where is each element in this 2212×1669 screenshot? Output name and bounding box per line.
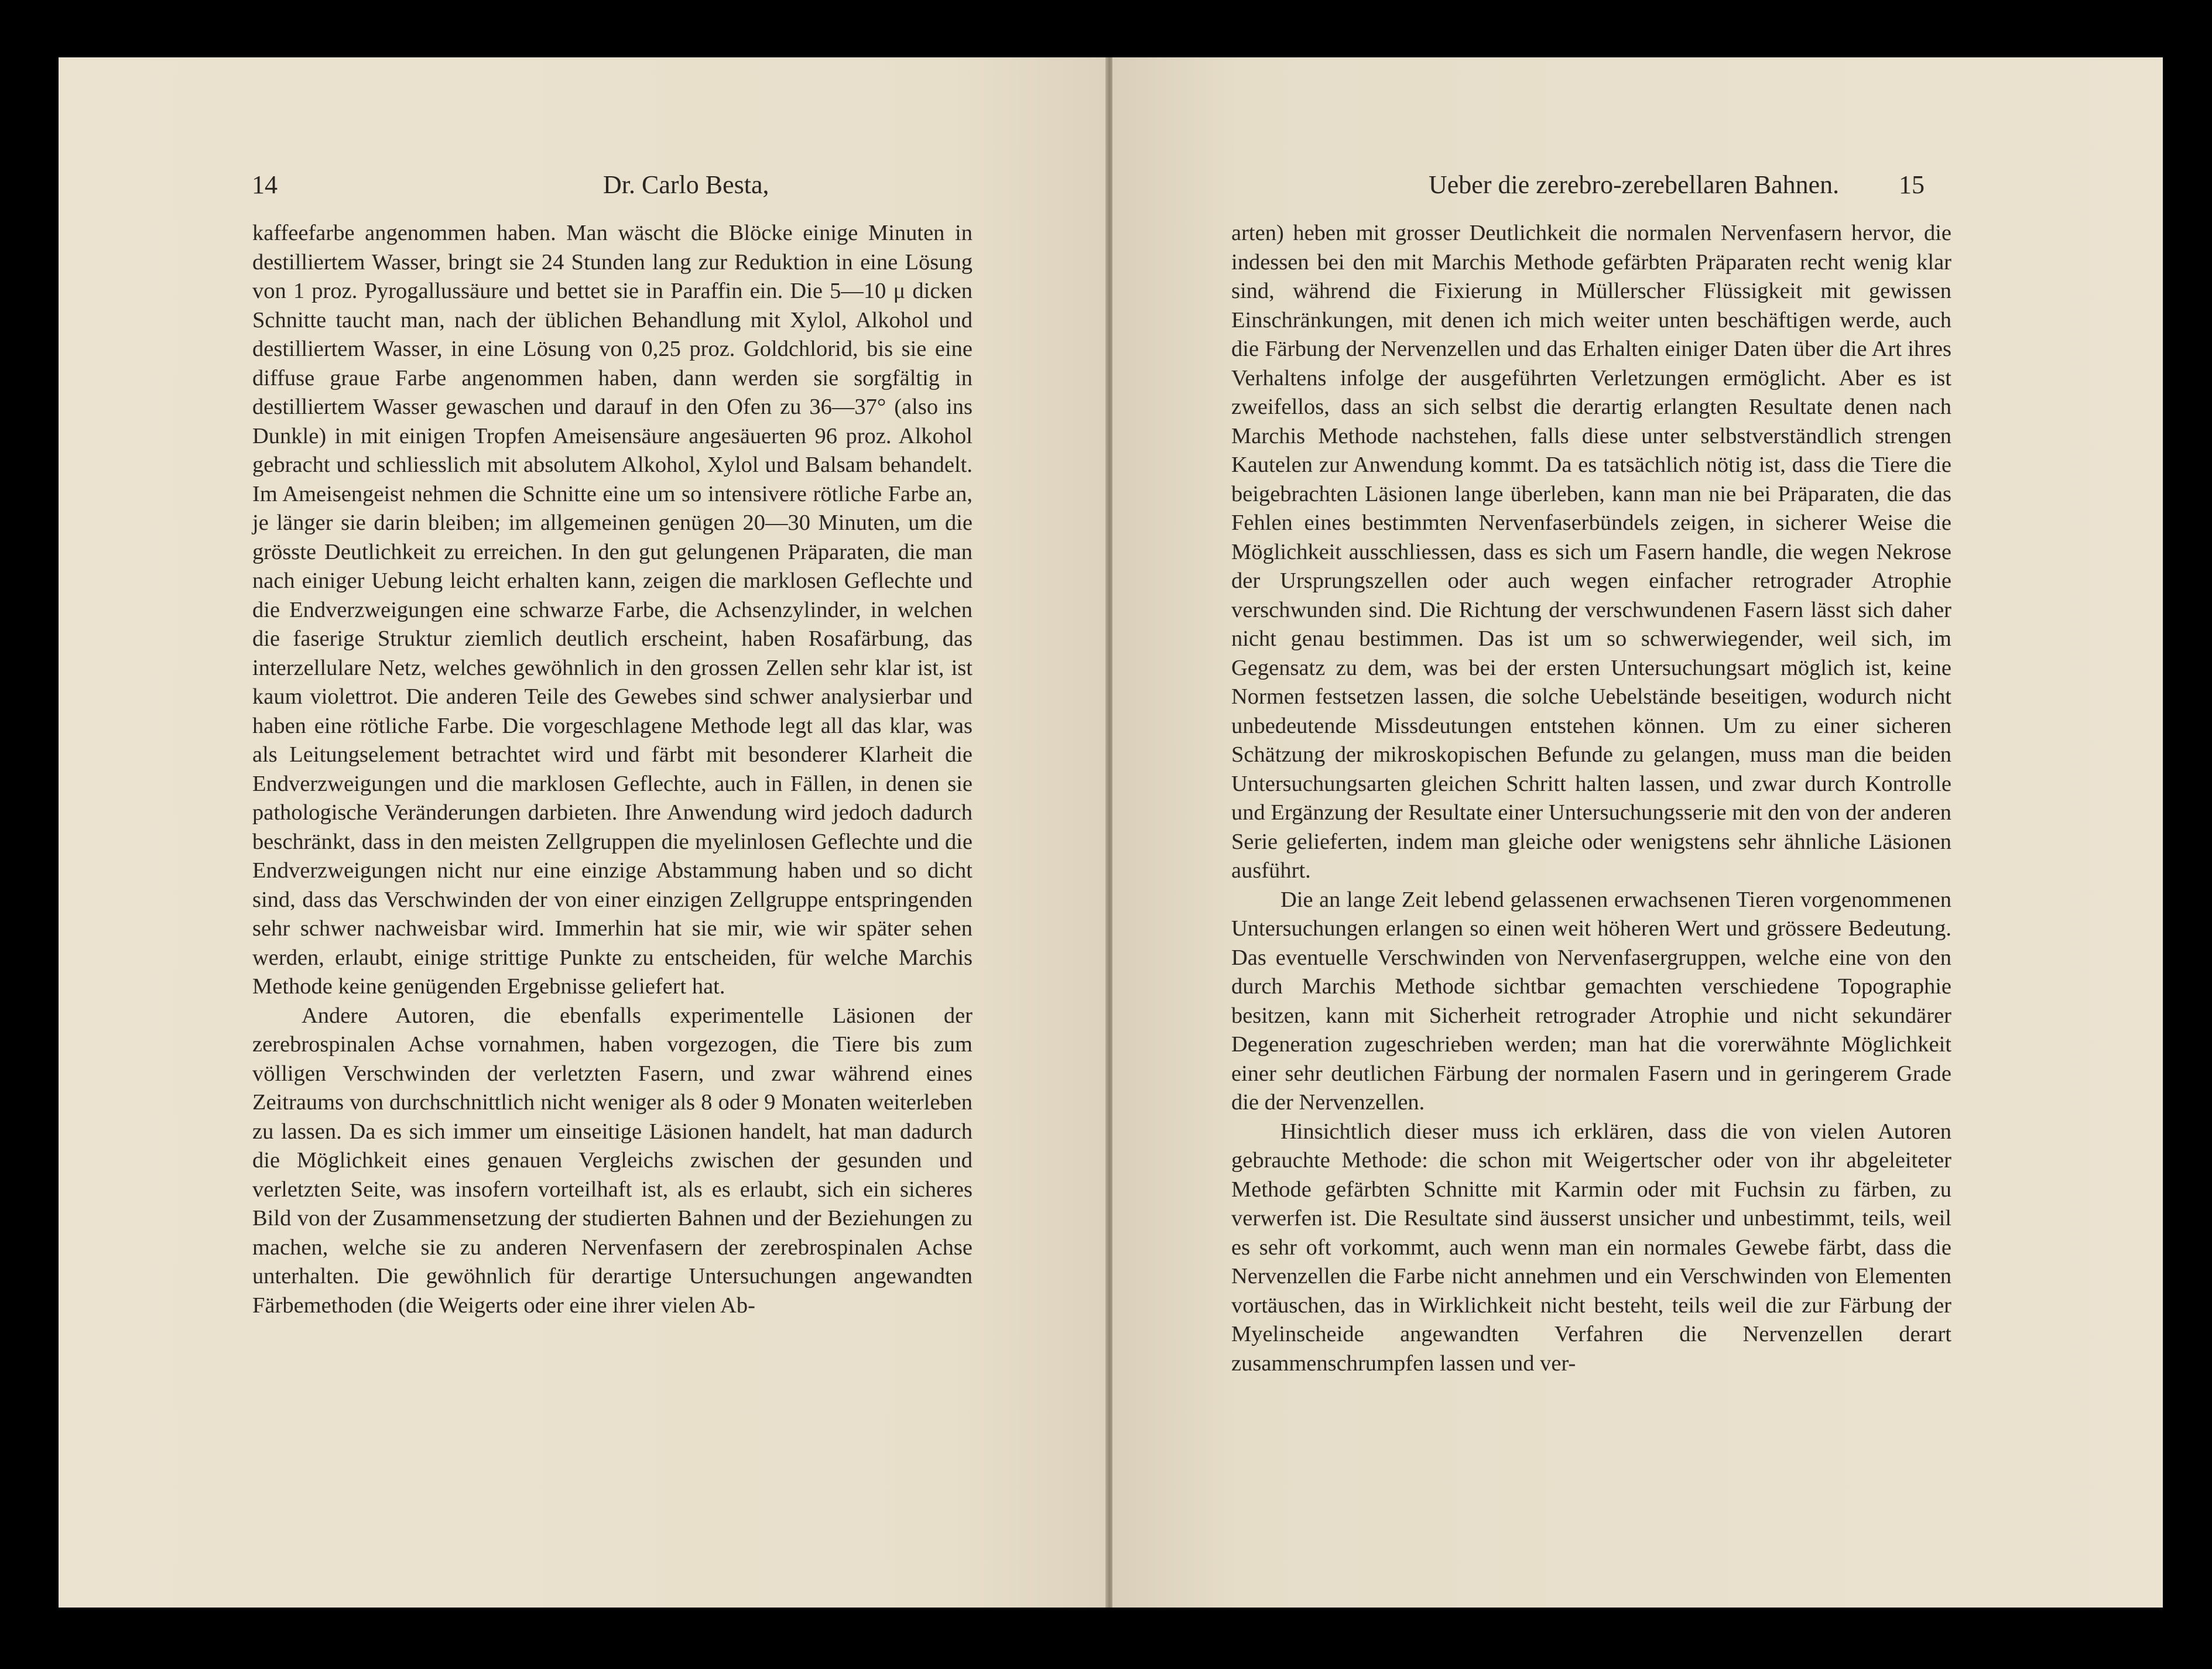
paragraph: Hinsichtlich dieser muss ich erklären, dass die von vielen Autoren gebrauchte Methode: die schon mit Weigertscher oder von ihr abgeleiteter Methode gefärbten Schnitte mit Karmin oder mit Fuchsin zu färben, zu verwerfen ist. Die Resultate sind äusserst unsicher und unbestimmt, teils, weil es sehr oft vorkommt, auch wenn man ein normales Gewebe färbt, dass die Nervenzellen die Farbe nicht annehmen und ein Verschwinden von Elementen vortäuschen, das in Wirklichkeit nicht besteht, teils weil die zur Färbung der Myelinscheide angewandten Verfahren die Nervenzellen derart zusammenschrumpfen lassen und ver- <box>1231 1119 1951 1376</box>
paragraph: arten) heben mit grosser Deutlichkeit die normalen Nervenfasern hervor, die indessen bei den mit Marchis Methode gefärbten Präparaten recht wenig klar sind, während die Fixierung in Müllerscher Flüssigkeit mit gewissen Einschränkungen, mit denen ich mich weiter unten beschäftigen werde, auch die Färbung der Nervenzellen und das Erhalten einiger Daten über die Art ihres Verhaltens infolge der ausgeführten Verletzungen ermöglicht. Aber es ist zweifellos, dass an sich selbst die derartig erlangten Resultate denen nach Marchis Methode nachstehen, falls diese unter selbstverständlich strengen Kautelen zur Anwendung kommt. Da es tatsächlich nötig ist, dass die Tiere die beigebrachten Läsionen lange überleben, kann man nie bei Präparaten, die das Fehlen eines bestimmten Nervenfaserbündels zeigen, in sicherer Weise die Möglichkeit ausschliessen, dass es sich um Fasern handle, die wegen Nekrose der Ursprungszellen oder auch wegen einfacher retrograder Atrophie verschwunden sind. Die Richtung der verschwundenen Fasern lässt sich daher nicht genau bestimmen. Das ist um so schwerwiegender, weil sich, im Gegensatz zu dem, was bei der ersten Untersuchungsart möglich ist, keine Normen festsetzen lassen, die solche Uebelstände beseitigen, wodurch nicht unbedeutende Missdeutungen entstehen können. Um zu einer sicheren Schätzung der mikroskopischen Befunde zu gelangen, muss man die beiden Untersuchungsarten gleichen Schritt halten lassen, und zwar durch Kontrolle und Ergänzung der Resultate einer Untersuchungsserie mit den von der anderen Serie gelieferten, indem man gleiche oder wenigstens sehr ähnliche Läsionen ausführt. <box>1231 221 1951 883</box>
left-page <box>59 57 1107 1608</box>
running-head-right: Ueber die zerebro-zerebellaren Bahnen. <box>1429 170 1840 199</box>
running-head-left: Dr. Carlo Besta, <box>603 170 769 199</box>
right-page <box>1112 57 2163 1608</box>
body-text-right <box>1231 219 1951 1378</box>
paragraph: Die an lange Zeit lebend gelassenen erwachsenen Tieren vorgenommenen Untersuchungen erlangen so einen weit höheren Wert und grössere Bedeutung. Das eventuelle Verschwinden von Nervenfasergruppen, welche eine von den durch Marchis Methode sichtbar gemachten verschiedene Topographie besitzen, kann mit Sicherheit retrograder Atrophie und nicht sekundärer Degeneration zugeschrieben werden; man hat die vorerwähnte Möglichkeit einer sehr deutlichen Färbung der normalen Fasern und in geringerem Grade die der Nervenzellen. <box>1231 887 1951 1115</box>
page-number-right: 15 <box>1899 170 1925 199</box>
body-text-left <box>252 219 973 1320</box>
paragraph: Andere Autoren, die ebenfalls experimentelle Läsionen der zerebrospinalen Achse vornahmen, haben vorgezogen, die Tiere bis zum völligen Verschwinden der verletzten Fasern, und zwar während eines Zeitraums von durchschnittlich nicht weniger als 8 oder 9 Monaten weiterleben zu lassen. Da es sich immer um einseitige Läsionen handelt, hat man dadurch die Möglichkeit eines genauen Vergleichs zwischen der gesunden und verletzten Seite, was insofern vorteilhaft ist, als es erlaubt, sich ein sicheres Bild von der Zusammensetzung der studierten Bahnen und der Beziehungen zu machen, welche sie zu anderen Nervenfasern der zerebrospinalen Achse unterhalten. Die gewöhnlich für derartige Untersuchungen angewandten Färbemethoden (die Weigerts oder eine ihrer vielen Ab- <box>252 1003 973 1318</box>
page-number-left: 14 <box>252 170 278 199</box>
paragraph: kaffeefarbe angenommen haben. Man wäscht die Blöcke einige Minuten in destilliertem Wasser, bringt sie 24 Stunden lang zur Reduktion in eine Lösung von 1 proz. Pyrogallussäure und bettet sie in Paraffin ein. Die 5—10 μ dicken Schnitte taucht man, nach der üblichen Behandlung mit Xylol, Alkohol und destilliertem Wasser, in eine Lösung von 0,25 proz. Goldchlorid, bis sie eine diffuse graue Farbe angenommen haben, dann werden sie sorgfältig in destilliertem Wasser gewaschen und darauf in den Ofen zu 36—37° (also ins Dunkle) in mit einigen Tropfen Ameisensäure angesäuerten 96 proz. Alkohol gebracht und schliesslich mit absolutem Alkohol, Xylol und Balsam behandelt. Im Ameisengeist nehmen die Schnitte eine um so intensivere rötliche Farbe an, je länger sie darin bleiben; im allgemeinen genügen 20—30 Minuten, um die grösste Deutlichkeit zu erreichen. In den gut gelungenen Präparaten, die man nach einiger Uebung leicht erhalten kann, zeigen die marklosen Geflechte und die Endverzweigungen eine schwarze Farbe, die Achsenzylinder, in welchen die faserige Struktur ziemlich deutlich erscheint, haben Rosafärbung, das interzellulare Netz, welches gewöhnlich in den grossen Zellen sehr klar ist, ist kaum violettrot. Die anderen Teile des Gewebes sind schwer analysierbar und haben eine rötliche Farbe. Die vorgeschlagene Methode legt all das klar, was als Leitungselement betrachtet wird und färbt mit besonderer Klarheit die Endverzweigungen und die marklosen Geflechte, auch in Fällen, in denen sie pathologische Veränderungen darbieten. Ihre Anwendung wird jedoch dadurch beschränkt, dass in den meisten Zellgruppen die myelinlosen Geflechte und die Endverzweigungen nicht nur eine einzige Abstammung haben und so dicht sind, dass das Verschwinden der von einer einzigen Zellgruppe entspringenden sehr schwer nachweisbar wird. Immerhin hat sie mir, wie wir später sehen werden, erlaubt, einige strittige Punkte zu entscheiden, für welche Marchis Methode keine genügenden Ergebnisse geliefert hat. <box>252 221 973 999</box>
